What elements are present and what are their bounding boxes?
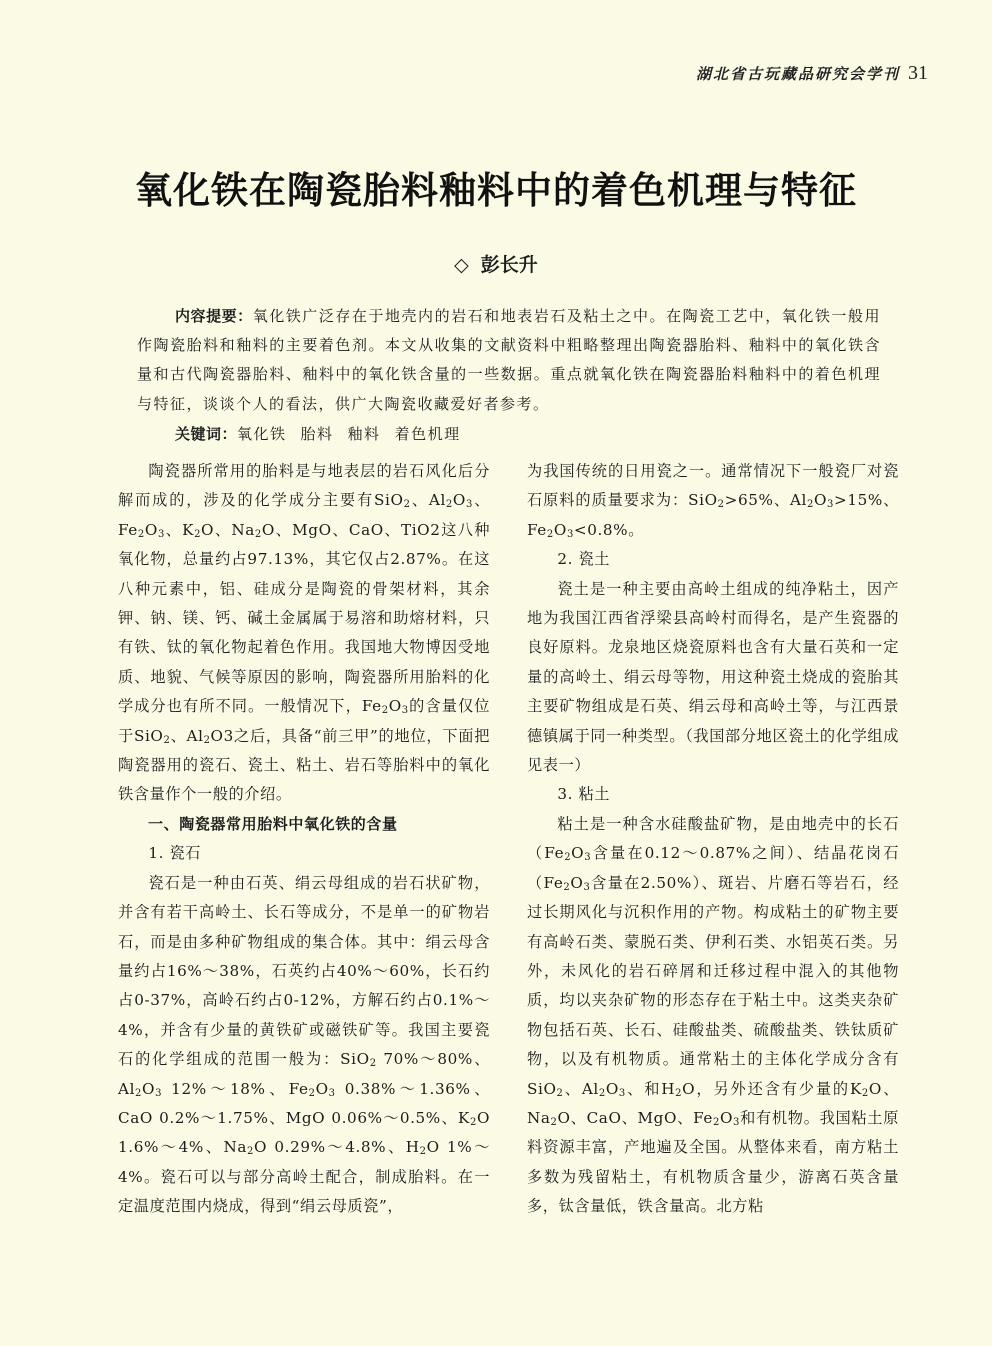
author-name: 彭长升	[480, 254, 538, 276]
journal-name: 湖北省古玩藏品研究会学刊	[695, 65, 900, 83]
subsection-heading: 2. 瓷土	[557, 550, 611, 569]
diamond-icon: ◇	[454, 254, 469, 276]
keyword: 氧化铁	[237, 425, 287, 443]
author-line	[0, 250, 992, 277]
paragraph: 陶瓷器所常用的胎料是与地表层的岩石风化后分解而成的，涉及的化学成分主要有SiO$_2$、$Al_2O_3$、$Fe_2O_3$、$K_2O$、$Na_2O$、MgO、CaO、TiO2这八种氧化物，总量约占97.13%，其它仅占2.87%。在这八种元素中，铝、硅成分是陶瓷的骨架材料，其余钾、钠、镁、钙、碱土金属属于易溶和助熔材料，只有铁、钛的氧化物起着色作用。我国地大物博因受地质、地貌、气候等原因的影响，陶瓷器所用胎料的化学成分也有所不同。一般情况下，$Fe_2O_3$的含量仅位于SiO$_2$、$Al_2O3$之后，具备“前三甲”的地位，下面把陶瓷器用的瓷石、瓷土、粘土、岩石等胎料中的氧化铁含量作个一般的介绍。	[118, 462, 491, 804]
body-column-left	[118, 457, 490, 1222]
subsection-heading: 3. 粘土	[557, 785, 611, 804]
article-title: 氧化铁在陶瓷胎料釉料中的着色机理与特征	[135, 168, 857, 212]
paragraph: 为我国传统的日用瓷之一。通常情况下一般瓷厂对瓷石原料的质量要求为：SiO$_2$>65%、$Al_2O_3>15\%$、$Fe_2O_3<0.8\%$。	[527, 462, 899, 540]
subsection-heading: 1. 瓷石	[148, 844, 202, 863]
keyword: 胎料	[300, 425, 334, 443]
paragraph: 瓷土是一种主要由高岭土组成的纯净粘土，因产地为我国江西省浮梁县高岭村而得名，是产生瓷器的良好原料。龙泉地区烧瓷原料也含有大量石英和一定量的高岭土、绢云母等物，用这种瓷土烧成的瓷胎其主要矿物组成是石英、绢云母和高岭土等，与江西景德镇属于同一种类型。（我国部分地区瓷土的化学组成见表一）	[527, 579, 899, 775]
keyword: 着色机理	[394, 425, 461, 443]
abstract	[137, 302, 881, 419]
abstract-text: 氧化铁广泛存在于地壳内的岩石和地表岩石及粘土之中。在陶瓷工艺中，氧化铁一般用作陶瓷胎料和釉料的主要着色剂。本文从收集的文献资料中粗略整理出陶瓷器胎料、釉料中的氧化铁含量和古代陶瓷器胎料、釉料中的氧化铁含量的一些数据。重点就氧化铁在陶瓷器胎料釉料中的着色机理与特征，谈谈个人的看法，供广大陶瓷收藏爱好者参考。	[137, 307, 881, 413]
body-column-right	[527, 457, 899, 1222]
keyword: 釉料	[347, 425, 381, 443]
keywords	[175, 420, 475, 449]
keywords-label: 关键词：	[175, 425, 238, 443]
abstract-label: 内容提要：	[175, 307, 253, 325]
paragraph: 瓷石是一种由石英、绢云母组成的岩石状矿物，并含有若干高岭土、长石等成分，不是单一的矿物岩石，而是由多种矿物组成的集合体。其中：绢云母含量约占16%～38%，石英约占40%～60%，长石约占0-37%，高岭石约占0-12%，方解石约占0.1%～4%，并含有少量的黄铁矿或磁铁矿等。我国主要瓷石的化学组成的范围一般为：SiO$_2$ 70%～80%、$Al_2O_3$ 12%～18%、$Fe_2O_3$ 0.38%～1.36%、CaO 0.2%～1.75%、MgO 0.06%～0.5%、$K_2O$ 1.6%～4%、$Na_2O$ 0.29%～4.8%、$H_2O$ 1%～4%。瓷石可以与部分高岭土配合，制成胎料。在一定温度范围内烧成，得到“绢云母质瓷”，	[118, 873, 491, 1216]
running-head	[696, 62, 928, 85]
page-number: 31	[908, 62, 928, 84]
section-heading: 一、陶瓷器常用胎料中氧化铁的含量	[148, 814, 398, 833]
paragraph: 粘土是一种含水硅酸盐矿物，是由地壳中的长石（$Fe_2O_3$含量在0.12～0.87%之间）、结晶花岗石（$Fe_2O_3$含量在2.50%）、斑岩、片磨石等岩石，经过长期风化与沉积作用的产物。构成粘土的矿物主要有高岭石类、蒙脱石类、伊利石类、水铝英石类。另外，未风化的岩石碎屑和迁移过程中混入的其他物质，均以夹杂矿物的形态存在于粘土中。这类夹杂矿物包括石英、长石、硅酸盐类、硫酸盐类、铁钛质矿物，以及有机物质。通常粘土的主体化学成分含有SiO$_2$、$Al_2O_3$、和$H_2O$，另外还含有少量的$K_2O$、$Na_2O$、CaO、MgO、$Fe_2O_3$和有机物。我国粘土原料资源丰富，产地遍及全国。从整体来看，南方粘土多数为残留粘土，有机物质含量少，游离石英含量多，钛含量低，铁含量高。北方粘	[527, 814, 900, 1216]
